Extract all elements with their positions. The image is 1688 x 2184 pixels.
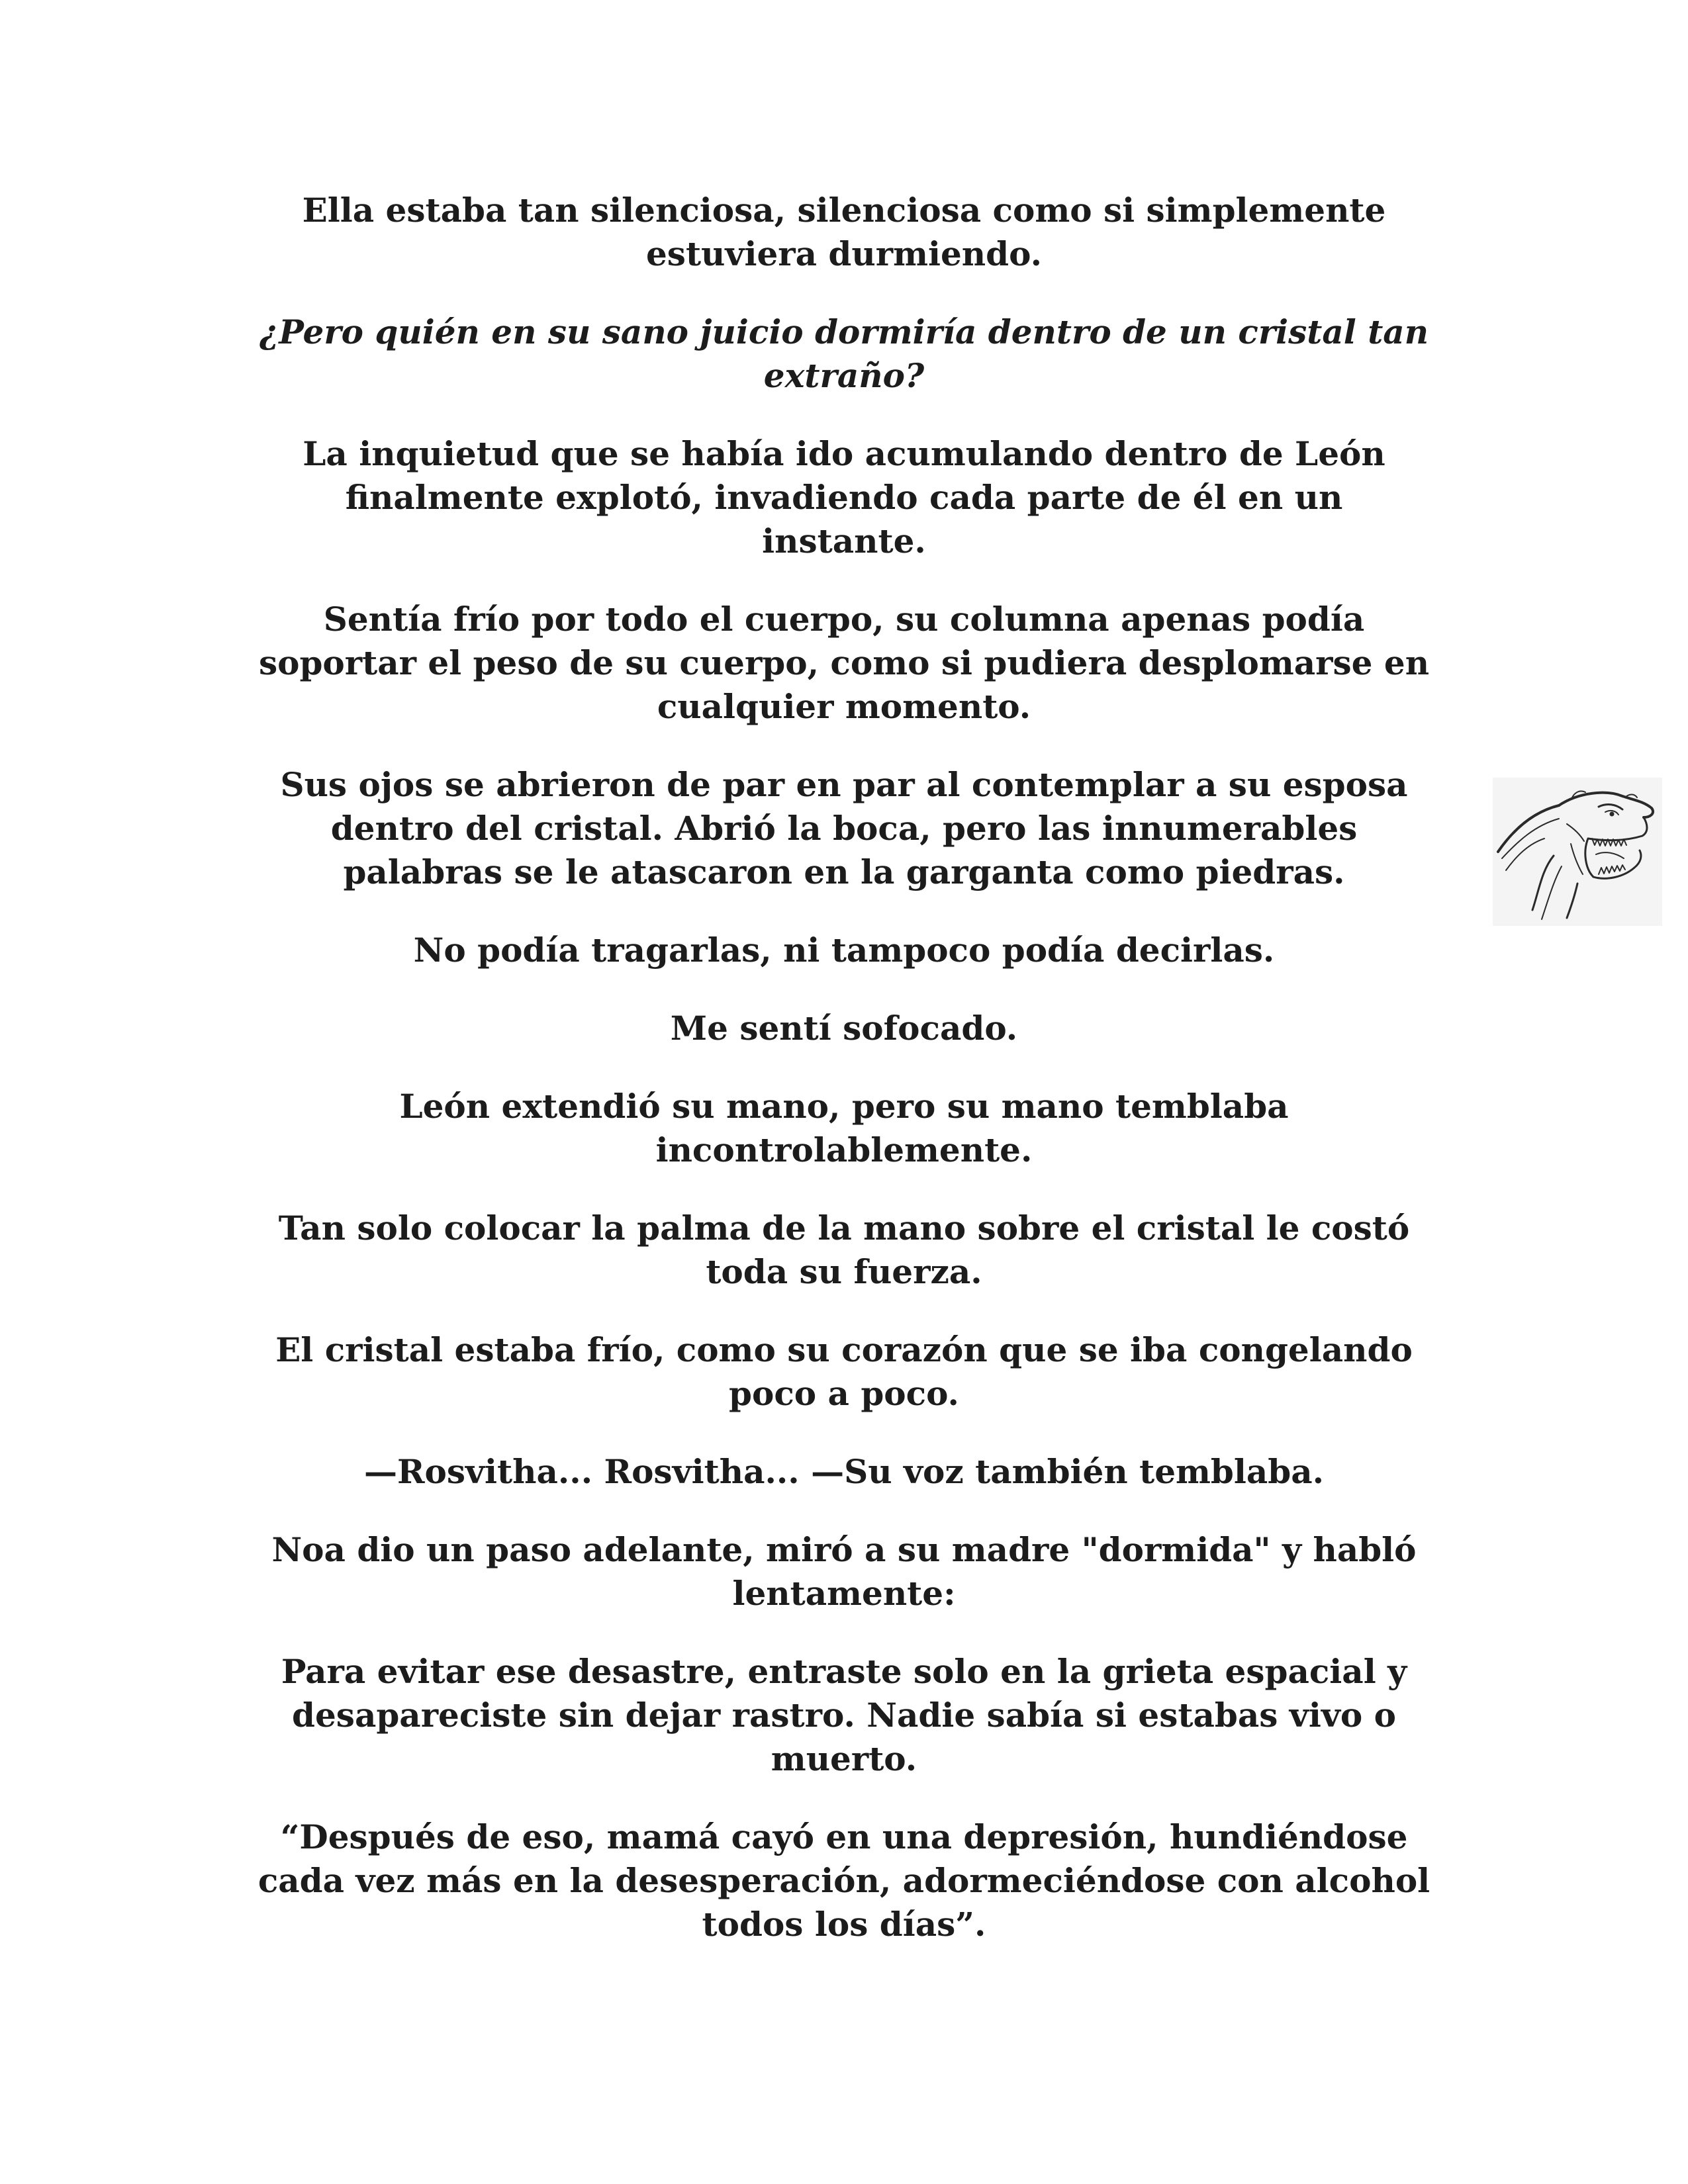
- paragraph-3: La inquietud que se había ido acumulando dentro de León finalmente explotó, invadiendo cada parte de él en un instante.: [303, 434, 1385, 561]
- paragraph-11: —Rosvitha... Rosvitha... —Su voz también temblaba.: [363, 1452, 1325, 1491]
- paragraph-6: No podía tragarlas, ni tampoco podía decirlas.: [413, 931, 1275, 970]
- paragraph-8: León extendió su mano, pero su mano temblaba incontrolablemente.: [399, 1087, 1289, 1169]
- paragraph-1: Ella estaba tan silenciosa, silenciosa como si simplemente estuviera durmiendo.: [302, 191, 1386, 273]
- paragraph-9: Tan solo colocar la palma de la mano sobre el cristal le costó toda su fuerza.: [278, 1208, 1410, 1291]
- text-body: [218, 189, 1470, 1981]
- paragraph-2: ¿Pero quién en su sano juicio dormiría dentro de un cristal tan extraño?: [259, 312, 1429, 395]
- paragraph-5: Sus ojos se abrieron de par en par al contemplar a su esposa dentro del cristal. Abrió la boca, pero las innumerables palabras se le atascaron en la garganta como piedras.: [280, 765, 1408, 891]
- dragon-head-sketch-icon: [1493, 778, 1662, 926]
- paragraph-4: Sentía frío por todo el cuerpo, su columna apenas podía soportar el peso de su cuerpo, como si pudiera desplomarse en cualquier momento.: [258, 600, 1430, 726]
- paragraph-14: “Después de eso, mamá cayó en una depresión, hundiéndose cada vez más en la desesperación, adormeciéndose con alcohol todos los días”.: [258, 1817, 1430, 1944]
- paragraph-10: El cristal estaba frío, como su corazón que se iba congelando poco a poco.: [275, 1330, 1413, 1413]
- paragraph-13: Para evitar ese desastre, entraste solo en la grieta espacial y desapareciste sin dejar rastro. Nadie sabía si estabas vivo o muerto.: [281, 1652, 1407, 1778]
- paragraph-7: Me sentí sofocado.: [670, 1009, 1018, 1048]
- paragraph-12: Noa dio un paso adelante, miró a su madre "dormida" y habló lentamente:: [271, 1530, 1417, 1613]
